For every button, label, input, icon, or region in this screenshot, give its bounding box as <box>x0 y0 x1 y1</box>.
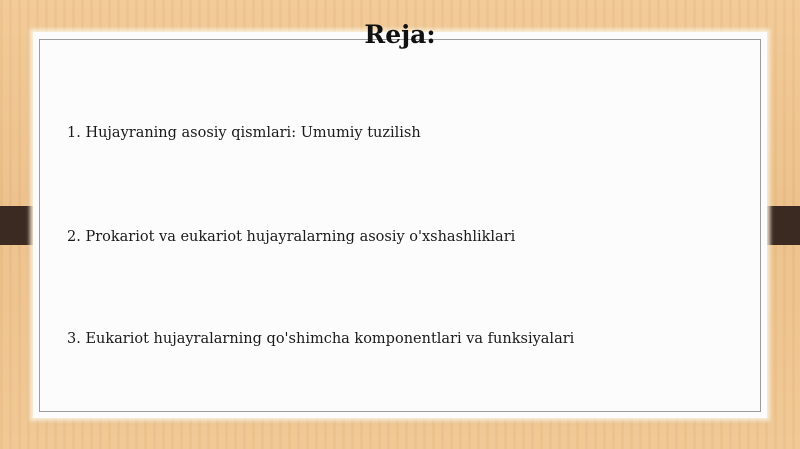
slide-inner-border <box>39 39 761 412</box>
slide-paper <box>33 32 767 418</box>
slide-title: Reja: <box>364 20 436 49</box>
plan-item-1: 1. Hujayraning asosiy qismlari: Umumiy tuzilish <box>67 125 421 141</box>
plan-item-3: 3. Eukariot hujayralarning qo'shimcha komponentlari va funksiyalari <box>67 331 575 347</box>
plan-item-2: 2. Prokariot va eukariot hujayralarning asosiy o'xshashliklari <box>67 229 516 245</box>
